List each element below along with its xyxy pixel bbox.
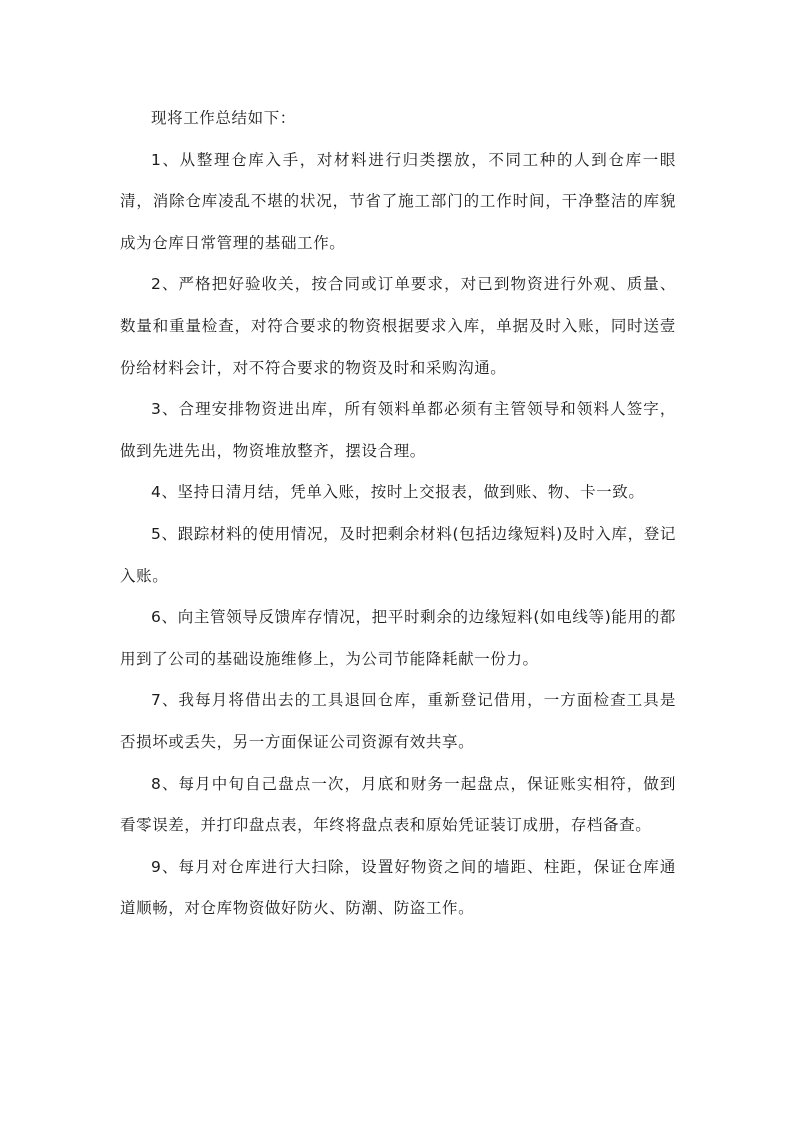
item-paragraph-8: 8、每月中旬自己盘点一次，月底和财务一起盘点，保证账实相符，做到看零误差，并打印盘点表，年终将盘点表和原始凭证装订成册，存档备查。 <box>120 774 676 835</box>
item-paragraph-7: 7、我每月将借出去的工具退回仓库，重新登记借用，一方面检查工具是否损坏或丢失，另一方面保证公司资源有效共享。 <box>120 691 676 751</box>
item-paragraph-9: 9、每月对仓库进行大扫除，设置好物资之间的墙距、柱距，保证仓库通道顺畅，对仓库物资做好防火、防潮、防盗工作。 <box>120 857 676 918</box>
item-paragraph-2: 2、严格把好验收关，按合同或订单要求，对已到物资进行外观、质量、数量和重量检查，对符合要求的物资根据要求入库，单据及时入账，同时送壹份给材料会计，对不符合要求的物资及时和采购沟通。 <box>120 275 676 377</box>
item-paragraph-3: 3、合理安排物资进出库，所有领料单都必须有主管领导和领料人签字，做到先进先出，物资堆放整齐，摆设合理。 <box>120 400 676 460</box>
item-paragraph-6: 6、向主管领导反馈库存情况，把平时剩余的边缘短料(如电线等)能用的都用到了公司的基础设施维修上，为公司节能降耗献一份力。 <box>120 608 676 668</box>
item-paragraph-1: 1、从整理仓库入手，对材料进行归类摆放，不同工种的人到仓库一眼清，消除仓库凌乱不堪的状况，节省了施工部门的工作时间，干净整洁的库貌成为仓库日常管理的基础工作。 <box>120 150 676 252</box>
intro-paragraph: 现将工作总结如下： <box>151 109 296 127</box>
item-paragraph-4: 4、坚持日清月结，凭单入账，按时上交报表，做到账、物、卡一致。 <box>151 483 645 502</box>
item-paragraph-5: 5、跟踪材料的使用情况，及时把剩余材料(包括边缘短料)及时入库，登记入账。 <box>120 524 676 585</box>
document-body <box>120 98 676 930</box>
